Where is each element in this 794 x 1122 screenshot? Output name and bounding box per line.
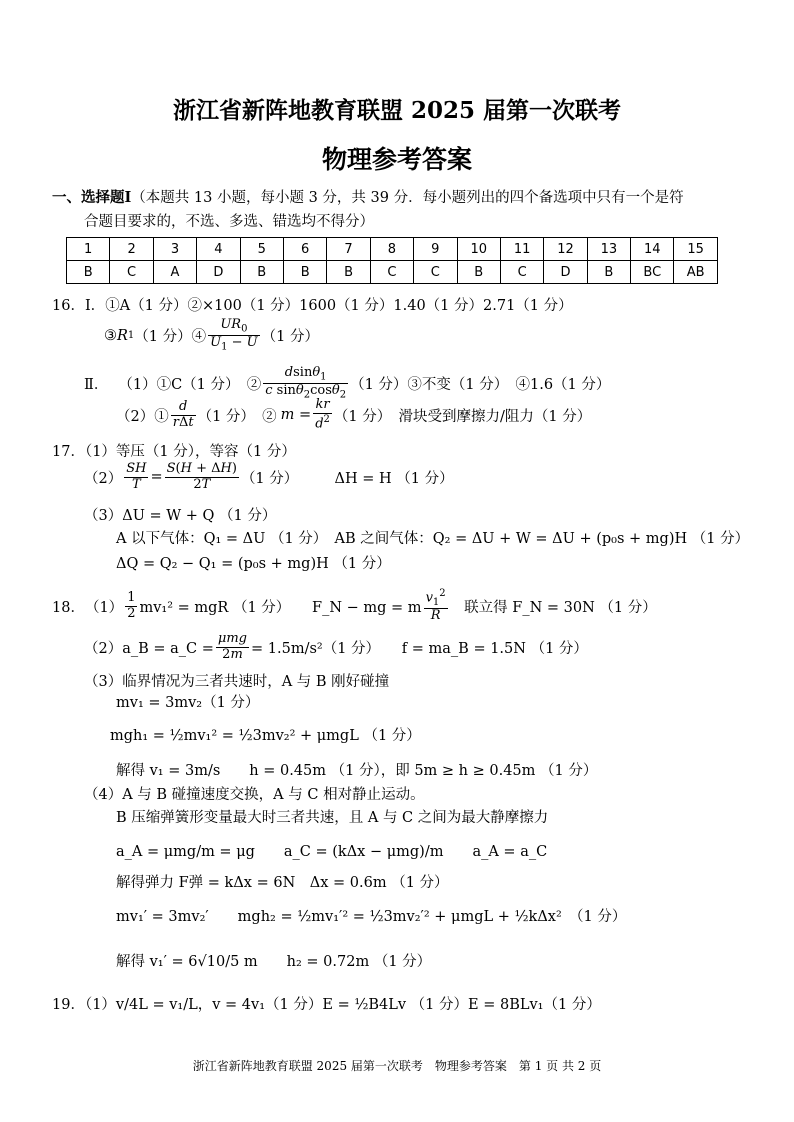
answer-table-number-cell: 7 [327, 238, 370, 261]
q18-half: $\frac{1}{2}$ [127, 589, 136, 621]
q16-fraction: $\frac{UR_0}{U_1 - U}$ [210, 317, 258, 353]
answer-table-number-cell: 8 [370, 238, 413, 261]
answer-table-answer-cell: B [327, 261, 370, 284]
q17-line5: ΔQ = Q₂ − Q₁ = (p₀s + mg)H （1 分） [116, 556, 391, 572]
q18-line11: mv₁′ = 3mv₂′ mgh₂ = ½mv₁′² = ½3mv₂′² + μmgL + ½kΔx² （1 分） [116, 909, 627, 925]
q17-line3: （3）ΔU = W + Q （1 分） [84, 508, 277, 524]
section1-heading: 一、选择题Ⅰ [52, 189, 132, 206]
answer-table-number-cell: 3 [153, 238, 196, 261]
q18-l2-a: （2）a_B = a_C = [84, 640, 214, 657]
q17-l2-a: （2） [84, 470, 123, 487]
q16-part1-answers: ①A（1 分）②×100（1 分）1600（1 分）1.40（1 分）2.71（1 分） [105, 298, 573, 314]
q17-line2: （2） $\frac{SH}{T}$ = $\frac{S(H + \Delta H)}{2T}$ （1 分） ΔH = H （1 分） [84, 461, 454, 492]
q16-l3-a: （1）①C（1 分） ② [118, 377, 262, 394]
page-footer: 浙江省新阵地教育联盟 2025 届第一次联考 物理参考答案 第 1 页 共 2 页 [192, 1059, 602, 1073]
q16-line4: （2）① $\frac{d}{\text{rΔt}}$ （1 分） ② m = $\frac{kr}{d^2}$ （1 分） 滑块受到摩擦力/阻力（1 分） [116, 397, 592, 432]
answer-table-number-cell: 6 [283, 238, 326, 261]
answer-table-answer-cell: D [544, 261, 587, 284]
answer-table-answer-cell: BC [631, 261, 674, 284]
answer-table-answer-cell: B [283, 261, 326, 284]
q16-part2-label: Ⅱ． [84, 377, 109, 394]
answer-table-number-cell: 10 [457, 238, 500, 261]
answer-table-number-cell: 13 [587, 238, 630, 261]
q16-l4-a: （2）① [116, 408, 169, 425]
exam-title: 浙江省新阵地教育联盟 2025 届第一次联考 [172, 97, 622, 124]
answer-key-title: 物理参考答案 [321, 145, 472, 174]
q18-mu-frac: $\frac{\text{μmg}}{2m}$ [217, 631, 248, 662]
q18-line6: 解得 v₁ = 3m/s h = 0.45m （1 分），即 5m ≥ h ≥ 0.45m （1 分） [116, 763, 598, 779]
answer-table-answer-cell: B [587, 261, 630, 284]
q17-l2-b: （1 分） ΔH = H （1 分） [240, 470, 454, 487]
answer-table-number-cell: 4 [197, 238, 240, 261]
q16-d-fraction: $\frac{d}{\text{rΔt}}$ [172, 398, 194, 430]
section1-desc-2: 合题目要求的，不选、多选、错选均不得分） [84, 214, 374, 230]
q17-line1 [52, 440, 296, 461]
answer-table-answer-cell: C [370, 261, 413, 284]
answer-table-answer-cell: A [153, 261, 196, 284]
q18-l1-c: 联立得 F_N = 30N （1 分） [449, 599, 657, 616]
answer-table-answer-cell: B [240, 261, 283, 284]
answer-table-number-cell: 2 [110, 238, 153, 261]
answer-table-answer-cell: C [110, 261, 153, 284]
answer-table-number-cell: 5 [240, 238, 283, 261]
q16-l2-a: ③ [104, 327, 117, 344]
q18-v2-over-R: $\frac{v_1^2}{R}$ [425, 588, 446, 624]
answer-table-number-cell: 9 [414, 238, 457, 261]
q17-line4: A 以下气体：Q₁ = ΔU （1 分） AB 之间气体：Q₂ = ΔU + W = ΔU + (p₀s + mg)H （1 分） [116, 531, 750, 547]
q16-r1: R [117, 327, 128, 344]
answer-table-number-cell: 1 [67, 238, 110, 261]
q16-l2-b: （1 分）④ [134, 329, 207, 346]
q18-line12: 解得 v₁′ = 6√10/5 m h₂ = 0.72m （1 分） [116, 954, 432, 970]
q18-line1 [52, 588, 657, 624]
q17-number: 17． [52, 444, 85, 460]
q16-l4-c: （1 分） 滑块受到摩擦力/阻力（1 分） [333, 408, 592, 425]
answer-table-number-cell: 14 [631, 238, 674, 261]
q16-line2: ③ R 1 （1 分）④ $\frac{UR_0}{U_1 - U}$ （1 分） [104, 317, 319, 353]
q18-line5: mgh₁ = ½mv₁² = ½3mv₂² + μmgL （1 分） [110, 728, 421, 744]
answer-table [66, 237, 718, 284]
q18-line4: mv₁ = 3mv₂（1 分） [116, 695, 260, 711]
answer-table-numbers-row [67, 238, 718, 261]
q19-l1: （1）v/4L = v₁/L，v = 4v₁（1 分）E = ½B4Lv （1 分）E = 8BLv₁（1 分） [84, 997, 601, 1013]
answer-table-answer-cell: C [500, 261, 543, 284]
q16-l2-c: （1 分） [261, 329, 319, 346]
q18-l2-b: = 1.5m/s²（1 分） f = ma_B = 1.5N （1 分） [251, 640, 588, 657]
q18-line8: B 压缩弹簧形变量最大时三者共速，且 A 与 C 之间为最大静摩擦力 [116, 810, 549, 826]
q16-l4-b: （1 分） ② [197, 408, 277, 425]
q18-line10: 解得弹力 F弹 = kΔx = 6N Δx = 0.6m （1 分） [116, 875, 449, 891]
section1-heading-line [52, 186, 684, 207]
q18-line7: （4）A 与 B 碰撞速度交换，A 与 C 相对静止运动。 [84, 787, 425, 803]
q16-kr-fraction: $\frac{kr}{d^2}$ [315, 397, 330, 432]
q19-line1 [52, 993, 601, 1014]
answer-table-answer-cell: C [414, 261, 457, 284]
q17-frac-left: $\frac{SH}{T}$ [126, 461, 147, 492]
q16-line3 [84, 366, 610, 401]
q18-line2 [84, 632, 588, 663]
q16-line1 [52, 294, 573, 315]
answer-table-answer-cell: B [457, 261, 500, 284]
q16-sin-fraction: $\frac{dsin\theta_1}{c \sin\theta_2\cos\theta_2}$ [265, 365, 347, 401]
q18-number: 18． [52, 599, 85, 616]
answer-table-number-cell: 12 [544, 238, 587, 261]
answer-table-answer-cell: AB [674, 261, 717, 284]
section1-desc-1: （本题共 13 小题，每小题 3 分，共 39 分．每小题列出的四个备选项中只有一个是符 [131, 190, 684, 206]
answer-table-answer-cell: D [197, 261, 240, 284]
q18-line9: a_A = μmg/m = μg a_C = (kΔx − μmg)/m a_A = a_C [116, 844, 548, 860]
answer-table-answer-cell: B [67, 261, 110, 284]
q16-number: 16．Ⅰ． [52, 298, 106, 314]
q18-l1-a: （1） [84, 599, 124, 616]
q16-l3-b: （1 分）③不变（1 分） ④1.6（1 分） [350, 377, 611, 394]
q17-l1: （1）等压（1 分），等容（1 分） [84, 444, 296, 460]
q18-line3: （3）临界情况为三者共速时，A 与 B 刚好碰撞 [84, 674, 390, 690]
answer-table-number-cell: 11 [500, 238, 543, 261]
q17-frac-right: $\frac{S(H + \Delta H)}{2T}$ [166, 461, 237, 492]
q19-number: 19． [52, 997, 85, 1013]
answer-table-number-cell: 15 [674, 238, 717, 261]
answer-table-answers-row [67, 261, 718, 284]
q18-l1-b: mv₁² = mgR （1 分） F_N − mg = m [139, 599, 422, 616]
